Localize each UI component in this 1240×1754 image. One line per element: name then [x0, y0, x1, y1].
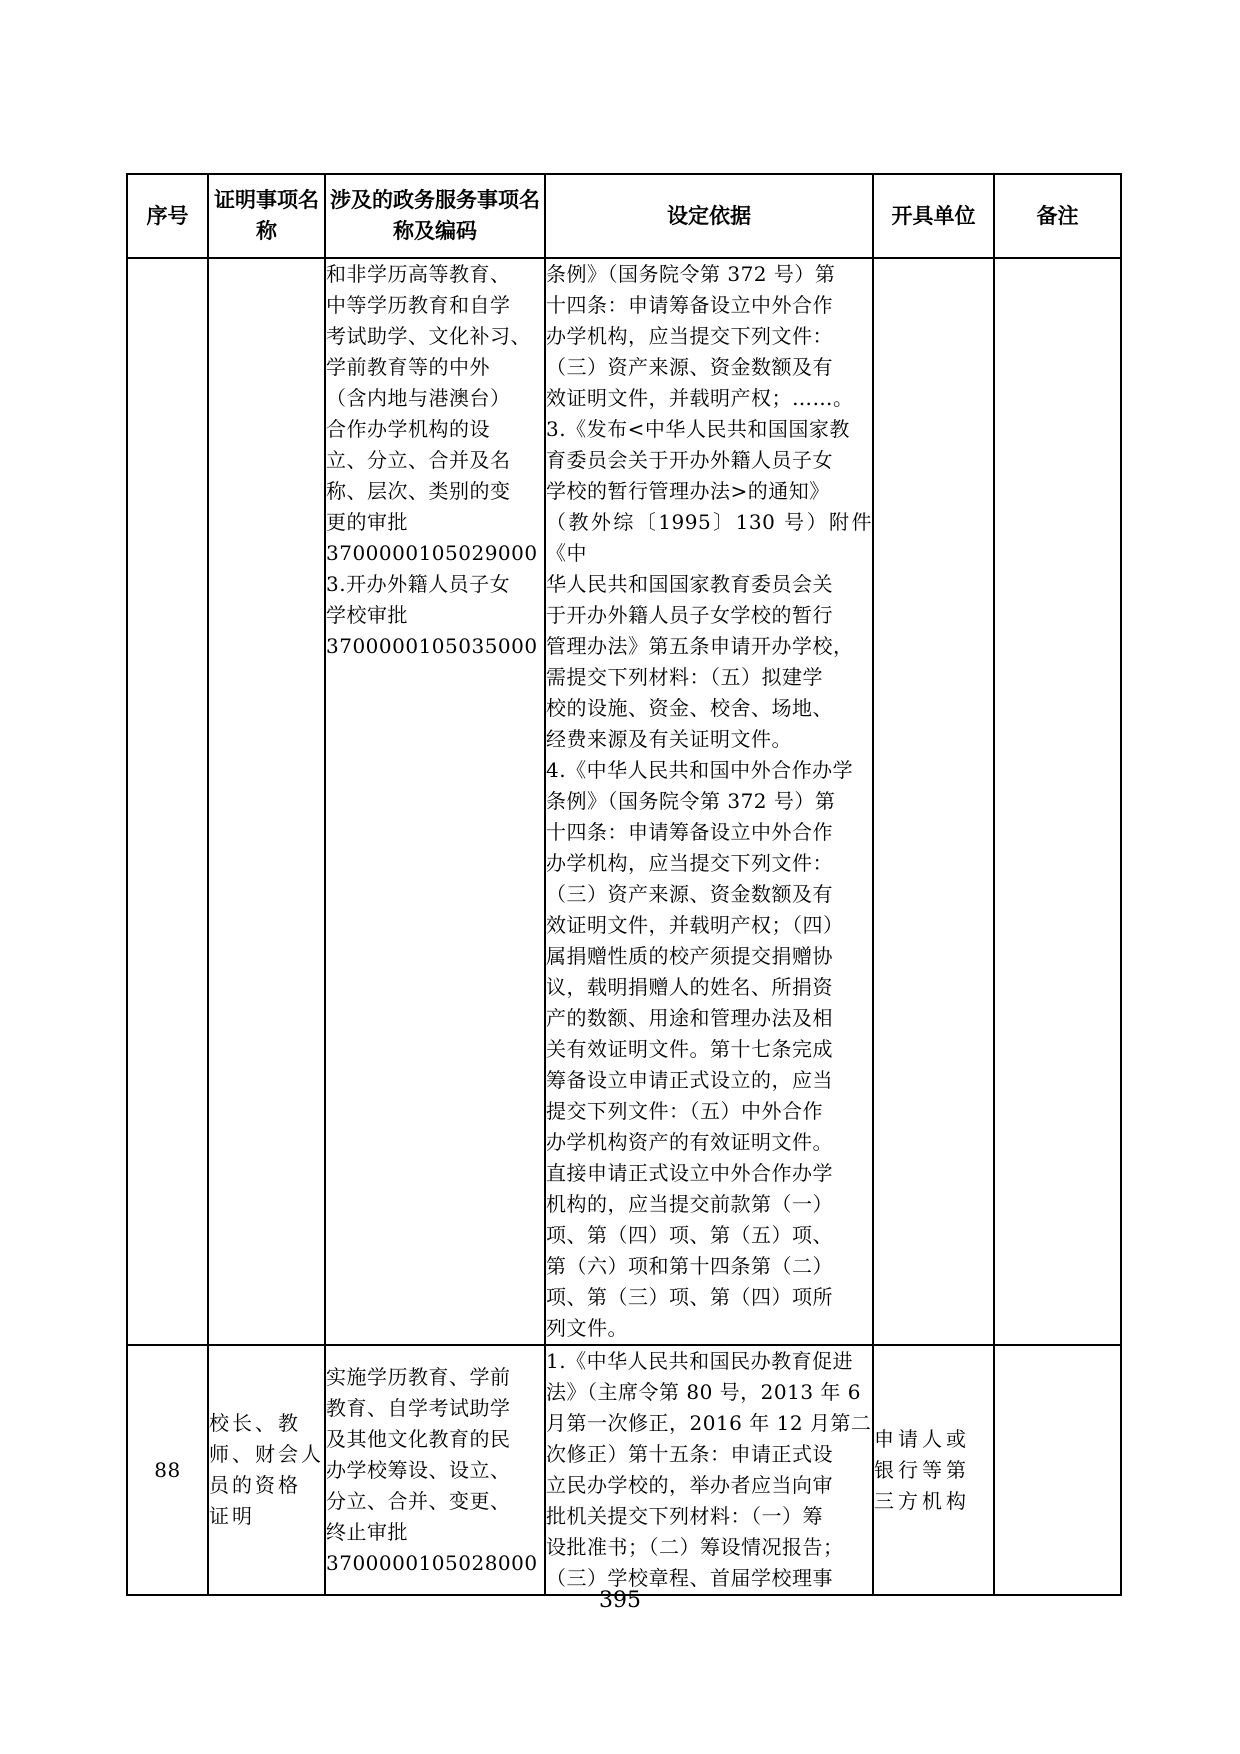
row-basis: 1.《中华人民共和国民办教育促进 法》（主席令第 80 号，2013 年 6 月第一次修正，2016 年 12 月第二 次修正）第十五条：申请正式设 立民办学校的，举办者应当向审 批机关提交下列材料：（一）筹 设批准书；（二）筹设情况报告； （三）学校章程、首届学校理事: [545, 1345, 873, 1595]
header-cert-name: 证明事项名称: [208, 174, 325, 258]
row-services: 和非学历高等教育、 中等学历教育和自学 考试助学、文化补习、 学前教育等的中外 （含内地与港澳台） 合作办学机构的设 立、分立、合并及名 称、层次、类别的变 更的审批 3700000105029000 3.开办外籍人员子女 学校审批 3700000105035000: [325, 258, 545, 1345]
row-issuer: 申请人或 银行等第 三方机构: [873, 1345, 994, 1595]
page-number: 395: [599, 1588, 641, 1613]
header-remark: 备注: [994, 174, 1121, 258]
header-seq: 序号: [127, 174, 208, 258]
row-seq: [127, 258, 208, 1345]
header-basis: 设定依据: [545, 174, 873, 258]
row-seq: 88: [127, 1345, 208, 1595]
row-cert-name: 校长、教 师、财会人 员的资格 证明: [208, 1345, 325, 1595]
row-remark: [994, 1345, 1121, 1595]
certificate-items-table: [126, 173, 1122, 1596]
header-services: 涉及的政务服务事项名称及编码: [325, 174, 545, 258]
row-remark: [994, 258, 1121, 1345]
table-row: [127, 1345, 1121, 1595]
row-basis: 条例》（国务院令第 372 号）第 十四条：申请筹备设立中外合作 办学机构，应当提交下列文件： （三）资产来源、资金数额及有 效证明文件，并载明产权；……。 3.《发布<中华人民共和国国家教 育委员会关于开办外籍人员子女 学校的暂行管理办法>的通知》 （教外综〔1995〕130 号）附件《中 华人民共和国国家教育委员会关 于开办外籍人员子女学校的暂行 管理办法》第五条申请开办学校， 需提交下列材料：（五）拟建学 校的设施、资金、校舍、场地、 经费来源及有关证明文件。 4.《中华人民共和国中外合作办学 条例》（国务院令第 372 号）第 十四条：申请筹备设立中外合作 办学机构，应当提交下列文件： （三）资产来源、资金数额及有 效证明文件，并载明产权；（四） 属捐赠性质的校产须提交捐赠协 议，载明捐赠人的姓名、所捐资 产的数额、用途和管理办法及相 关有效证明文件。第十七条完成 筹备设立申请正式设立的，应当 提交下列文件：（五）中外合作 办学机构资产的有效证明文件。 直接申请正式设立中外合作办学 机构的，应当提交前款第（一） 项、第（四）项、第（五）项、 第（六）项和第十四条第（二） 项、第（三）项、第（四）项所 列文件。: [545, 258, 873, 1345]
row-issuer: [873, 258, 994, 1345]
header-row: [127, 174, 1121, 258]
row-services: 实施学历教育、学前 教育、自学考试助学 及其他文化教育的民 办学校筹设、设立、 分立、合并、变更、 终止审批 3700000105028000: [325, 1345, 545, 1595]
header-issuer: 开具单位: [873, 174, 994, 258]
row-cert-name: [208, 258, 325, 1345]
table-row: [127, 258, 1121, 1345]
